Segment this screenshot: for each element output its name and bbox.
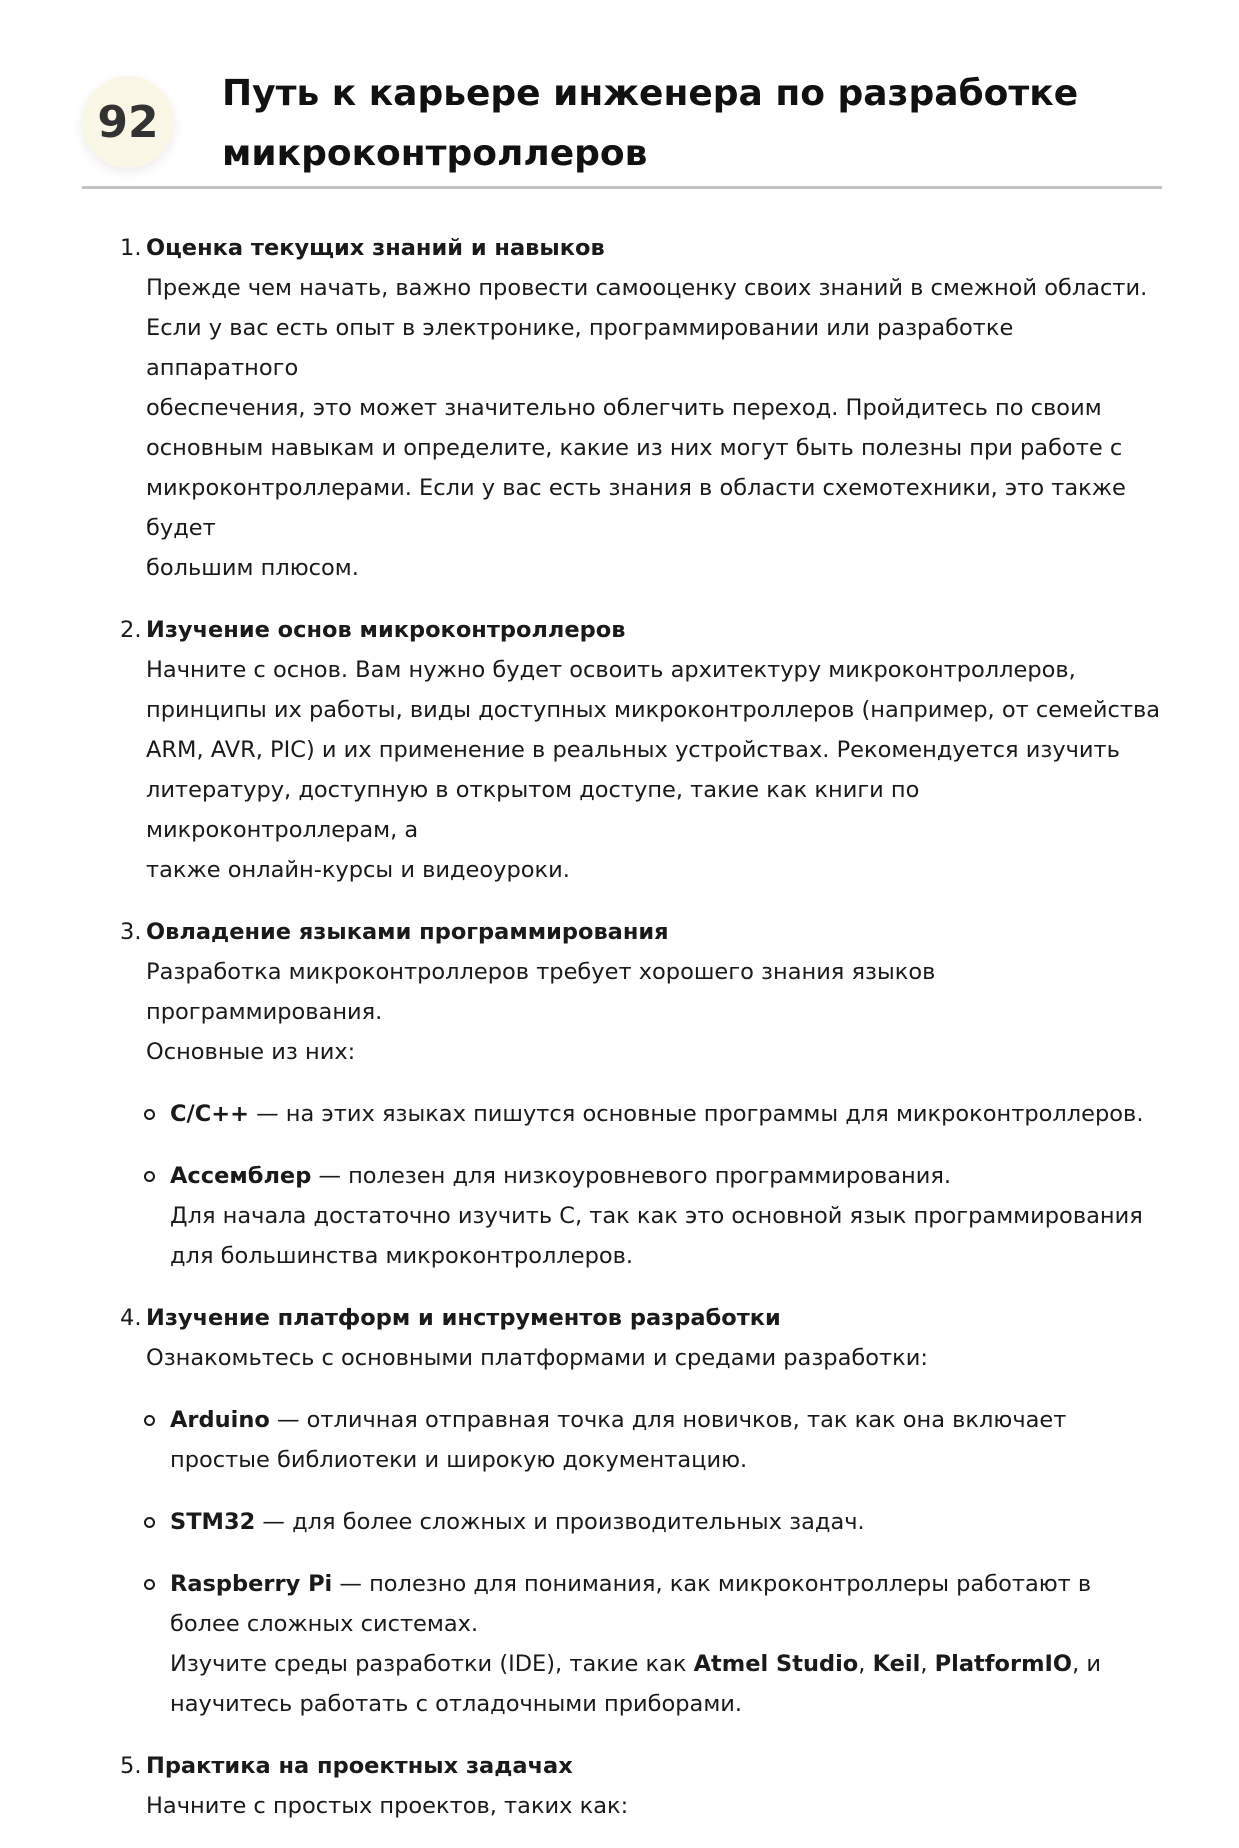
chapter-header [82, 56, 1162, 186]
text-line: большим плюсом. [146, 555, 359, 581]
chapter-number-badge: 92 [82, 76, 174, 168]
sublist-item [108, 1400, 1168, 1480]
list-item-languages [108, 912, 1168, 1072]
term: Raspberry Pi [170, 1571, 333, 1597]
text-line: принципы их работы, виды доступных микроконтроллеров (например, от семейства [146, 697, 1161, 723]
text-line: основным навыкам и определите, какие из них могут быть полезны при работе с [146, 435, 1123, 461]
ide-name: Keil [872, 1651, 921, 1677]
circle-bullet-icon [144, 1579, 155, 1590]
sublist-item [108, 1502, 1168, 1542]
document-body [108, 228, 1168, 1848]
ide-name: Atmel Studio [693, 1651, 859, 1677]
page-title [222, 64, 1078, 184]
ide-line [170, 1644, 1168, 1684]
circle-bullet-icon [144, 1171, 155, 1182]
text-line: литературу, доступную в открытом доступе, такие как книги по микроконтроллерам, а [146, 777, 920, 843]
text-fragment: , [920, 1651, 935, 1677]
title-line-1: Путь к карьере инженера по разработке [222, 73, 1079, 114]
circle-bullet-icon [144, 1517, 155, 1528]
text-line: Если у вас есть опыт в электронике, программировании или разработке аппаратного [146, 315, 1014, 381]
text-line: Ознакомьтесь с основными платформами и средами разработки: [146, 1345, 928, 1371]
term: Arduino [170, 1407, 270, 1433]
term-description: — полезно для понимания, как микроконтроллеры работают в [332, 1571, 1092, 1597]
item-number: 5. [120, 1753, 142, 1779]
term-description: — для более сложных и производительных задач. [255, 1509, 865, 1535]
text-line: простые библиотеки и широкую документацию. [170, 1447, 748, 1473]
text-fragment: , и [1072, 1651, 1101, 1677]
text-line: микроконтроллерами. Если у вас есть знания в области схемотехники, это также будет [146, 475, 1126, 541]
text-line: обеспечения, это может значительно облегчить переход. Пройдитесь по своим [146, 395, 1102, 421]
item-title: Практика на проектных задачах [146, 1753, 573, 1779]
text-line: Основные из них: [146, 1039, 356, 1065]
title-divider [82, 186, 1162, 189]
sublist-item [108, 1156, 1168, 1276]
term-description: — отличная отправная точка для новичков, так как она включает [269, 1407, 1067, 1433]
term-description: — полезен для низкоуровневого программирования. [311, 1163, 952, 1189]
text-line: для большинства микроконтроллеров. [170, 1243, 634, 1269]
platforms-sublist [108, 1400, 1168, 1724]
term: C/C++ [170, 1101, 249, 1127]
list-item-practice [108, 1746, 1168, 1826]
ide-name: PlatformIO [934, 1651, 1073, 1677]
text-line: Начните с простых проектов, таких как: [146, 1793, 629, 1819]
text-fragment: , [858, 1651, 873, 1677]
circle-bullet-icon [144, 1109, 155, 1120]
item-title: Овладение языками программирования [146, 919, 669, 945]
list-item-basics [108, 610, 1168, 890]
text-line: также онлайн-курсы и видеоуроки. [146, 857, 570, 883]
item-number: 3. [120, 919, 142, 945]
item-number: 2. [120, 617, 142, 643]
item-title: Оценка текущих знаний и навыков [146, 235, 605, 261]
text-line: Для начала достаточно изучить C, так как это основной язык программирования [170, 1203, 1143, 1229]
list-item-platforms [108, 1298, 1168, 1378]
term-description: — на этих языках пишутся основные программы для микроконтроллеров. [248, 1101, 1144, 1127]
text-line: Разработка микроконтроллеров требует хорошего знания языков программирования. [146, 959, 936, 1025]
text-line: Начните с основ. Вам нужно будет освоить архитектуру микроконтроллеров, [146, 657, 1076, 683]
item-title: Изучение основ микроконтроллеров [146, 617, 626, 643]
item-title: Изучение платформ и инструментов разработки [146, 1305, 781, 1331]
item-number: 4. [120, 1305, 142, 1331]
text-line: ARM, AVR, PIC) и их применение в реальных устройствах. Рекомендуется изучить [146, 737, 1120, 763]
languages-sublist [108, 1094, 1168, 1276]
text-line: более сложных системах. [170, 1611, 479, 1637]
text-line: научитесь работать с отладочными приборами. [170, 1691, 743, 1717]
list-item-assessment [108, 228, 1168, 588]
term: Ассемблер [170, 1163, 312, 1189]
sublist-item [108, 1094, 1168, 1134]
sublist-item [108, 1564, 1168, 1724]
title-line-2: микроконтроллеров [222, 133, 648, 174]
term: STM32 [170, 1509, 256, 1535]
item-number: 1. [120, 235, 142, 261]
circle-bullet-icon [144, 1415, 155, 1426]
text-line: Прежде чем начать, важно провести самооценку своих знаний в смежной области. [146, 275, 1148, 301]
text-fragment: Изучите среды разработки (IDE), такие как [170, 1651, 694, 1677]
